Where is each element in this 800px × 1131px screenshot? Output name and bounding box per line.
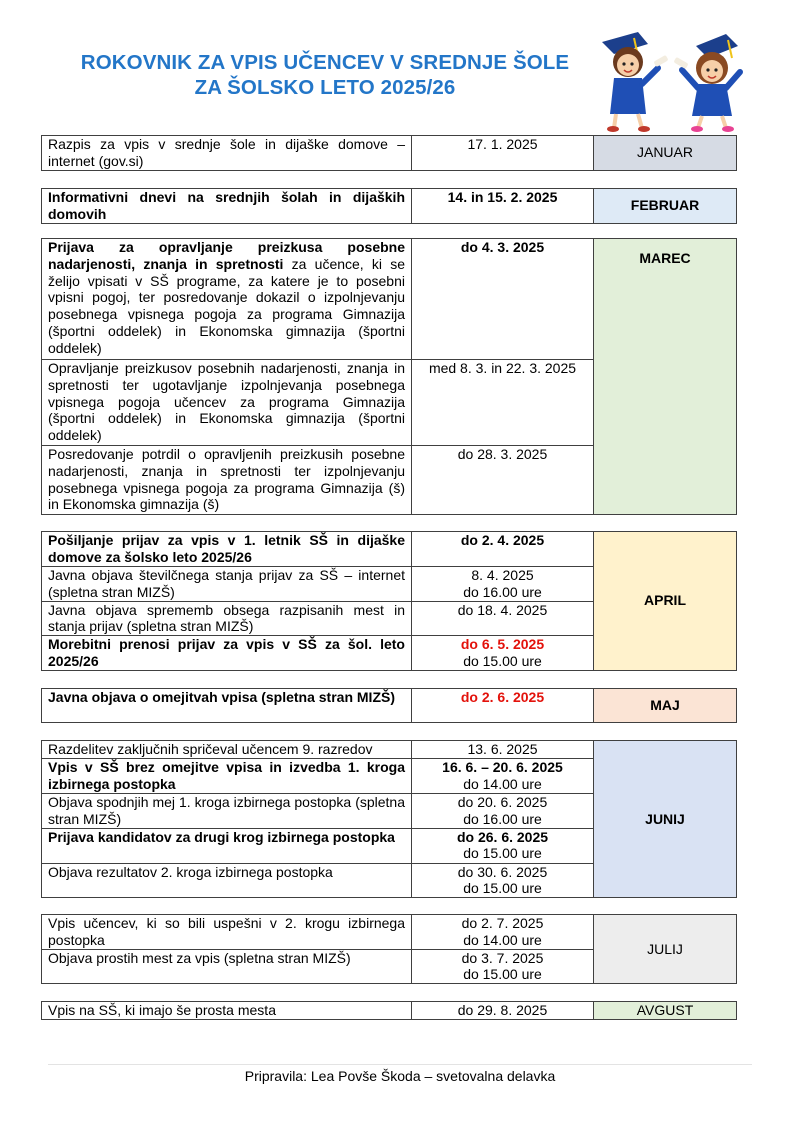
june-table — [41, 740, 737, 898]
may-table — [41, 688, 737, 723]
event-description: Prijava kandidatov za drugi krog izbirnega postopka — [42, 828, 412, 863]
event-date-line-1: do 26. 6. 2025 — [456, 828, 549, 845]
event-date: do 28. 3. 2025 — [412, 446, 594, 515]
table-row — [42, 915, 737, 950]
title-line-2: ZA ŠOLSKO LETO 2025/26 — [194, 76, 456, 99]
month-label-february: FEBRUAR — [594, 189, 737, 224]
event-description-rest: za učence, ki se želijo vpisati v SŠ programe, za katere je to posebni vpisni pogoj, ter posredovanje dokazil o izpolnjevanju posebnega vpisnega pogoja za programa Gimnazija (športni oddelek) in Ekonomska gimnazija (športni oddelek) — [48, 255, 406, 356]
event-date-line-1: do 6. 5. 2025 — [460, 636, 545, 653]
event-date-line-2: do 15.00 ure — [463, 966, 542, 983]
event-date: 14. in 15. 2. 2025 — [412, 189, 594, 224]
event-description: Pošiljanje prijav za vpis v 1. letnik SŠ in dijaške domove za šolsko leto 2025/26 — [42, 532, 412, 567]
event-description: Objava rezultatov 2. kroga izbirnega postopka — [42, 863, 412, 898]
table-row — [42, 239, 737, 360]
march-table — [41, 238, 737, 515]
month-label-august: AVGUST — [594, 1002, 737, 1020]
event-description: Razpis za vpis v srednje šole in dijaške domove – internet (gov.si) — [42, 136, 412, 171]
page-title — [40, 50, 610, 100]
event-date-line-1: do 30. 6. 2025 — [457, 863, 548, 880]
event-description: Posredovanje potrdil o opravljenih preizkusih posebne nadarjenosti, znanja in spretnosti ter izpolnjevanju posebnega vpisnega pogoja za programa Gimnazija (š) in Ekonomska gimnazija (š) — [42, 446, 412, 515]
event-date-line-1: do 3. 7. 2025 — [461, 949, 544, 966]
event-description: Objava spodnjih mej 1. kroga izbirnega postopka (spletna stran MIZŠ) — [42, 794, 412, 829]
event-date-line-2: do 16.00 ure — [463, 583, 542, 600]
month-label-july: JULIJ — [594, 915, 737, 984]
table-row — [42, 1002, 737, 1020]
event-description: Javna objava sprememb obsega razpisanih mest in stanja prijav (spletna stran MIZŠ) — [42, 601, 412, 636]
month-label-june: JUNIJ — [594, 741, 737, 898]
event-date-line-2: do 15.00 ure — [463, 845, 542, 862]
event-description: Opravljanje preizkusov posebnih nadarjenosti, znanja in spretnosti ter ugotavljanje izpolnjevanja posebnega vpisnega pogoja učencev za programa Gimnazija (športni oddelek) in Ekonomska gimnazija (športni oddelek) — [42, 360, 412, 446]
event-description: Javna objava o omejitvah vpisa (spletna stran MIZŠ) — [42, 689, 412, 723]
event-date: med 8. 3. in 22. 3. 2025 — [412, 360, 594, 446]
event-date: 17. 1. 2025 — [412, 136, 594, 171]
event-date: 13. 6. 2025 — [412, 741, 594, 759]
event-date-line-2: do 15.00 ure — [463, 652, 542, 669]
event-date-line-1: 8. 4. 2025 — [471, 567, 534, 583]
title-line-1: ROKOVNIK ZA VPIS UČENCEV V SREDNJE ŠOLE — [80, 51, 570, 74]
january-table — [41, 135, 737, 171]
event-date: do 18. 4. 2025 — [412, 601, 594, 636]
month-label-march: MAREC — [594, 239, 737, 515]
month-label-april: APRIL — [594, 532, 737, 671]
event-date: do 29. 8. 2025 — [412, 1002, 594, 1020]
event-date-line-1: do 20. 6. 2025 — [457, 794, 548, 810]
july-table — [41, 914, 737, 984]
event-date — [412, 794, 594, 829]
event-description: Vpis učencev, ki so bili uspešni v 2. krogu izbirnega postopka — [42, 915, 412, 950]
event-description: Morebitni prenosi prijav za vpis v SŠ za šol. leto 2025/26 — [42, 636, 412, 671]
event-date-line-2: do 16.00 ure — [463, 810, 542, 827]
table-row — [42, 189, 737, 224]
event-date: do 4. 3. 2025 — [412, 239, 594, 360]
event-date-line-2: do 15.00 ure — [463, 880, 542, 897]
event-description: Vpis na SŠ, ki imajo še prosta mesta — [42, 1002, 412, 1020]
event-date — [412, 567, 594, 602]
event-date-line-1: do 2. 7. 2025 — [461, 915, 544, 931]
event-date — [412, 949, 594, 984]
event-date — [412, 828, 594, 863]
event-description: Javna objava številčnega stanja prijav za SŠ – internet (spletna stran MIZŠ) — [42, 567, 412, 602]
event-description: Informativni dnevi na srednjih šolah in dijaških domovih — [42, 189, 412, 224]
event-date-line-2: do 14.00 ure — [463, 775, 542, 792]
table-row — [42, 532, 737, 567]
event-description-bold: Prijava za opravljanje preizkusa posebne nadarjenosti, znanja in spretnosti — [48, 239, 405, 272]
footer-divider — [48, 1064, 752, 1065]
footer-credit: Pripravila: Lea Povše Škoda – svetovalna delavka — [244, 1068, 556, 1084]
august-table — [41, 1001, 737, 1020]
event-date: do 2. 6. 2025 — [412, 689, 594, 723]
table-row — [42, 741, 737, 759]
month-label-january: JANUAR — [594, 136, 737, 171]
event-date — [412, 759, 594, 794]
event-description: Vpis v SŠ brez omejitve vpisa in izvedba 1. kroga izbirnega postopka — [42, 759, 412, 794]
event-date — [412, 863, 594, 898]
event-description: Objava prostih mest za vpis (spletna stran MIZŠ) — [42, 949, 412, 984]
month-label-may: MAJ — [594, 689, 737, 723]
event-date-line-2: do 14.00 ure — [463, 931, 542, 948]
table-row — [42, 689, 737, 723]
event-date-line-1: 16. 6. – 20. 6. 2025 — [442, 759, 563, 775]
graduate-children-illustration — [598, 28, 750, 132]
table-row — [42, 136, 737, 171]
event-date — [412, 915, 594, 950]
event-description — [42, 239, 412, 360]
event-description: Razdelitev zaključnih spričeval učencem 9. razredov — [42, 741, 412, 759]
event-date: do 2. 4. 2025 — [412, 532, 594, 567]
event-date — [412, 636, 594, 671]
february-table — [41, 188, 737, 224]
april-table — [41, 531, 737, 671]
